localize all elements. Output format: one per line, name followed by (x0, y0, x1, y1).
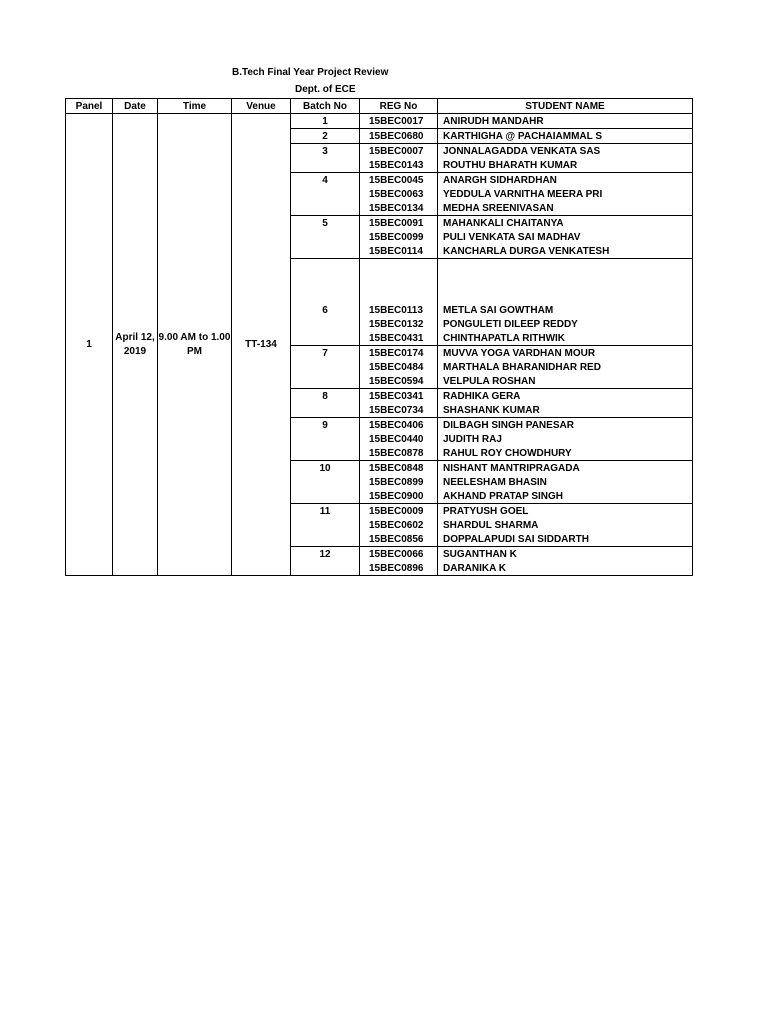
reg-no-cell: 15BEC0602 (360, 518, 438, 532)
batch-no-cell: 4 (291, 173, 360, 188)
student-name-cell: DILBAGH SINGH PANESAR (438, 418, 693, 433)
reg-no-cell: 15BEC0900 (360, 489, 438, 504)
reg-no-cell: 15BEC0680 (360, 129, 438, 144)
student-name-cell: SHASHANK KUMAR (438, 403, 693, 418)
document-title: B.Tech Final Year Project Review (232, 67, 389, 78)
header-venue: Venue (232, 99, 291, 114)
batch-no-cell (291, 331, 360, 346)
student-name-cell: VELPULA ROSHAN (438, 374, 693, 389)
student-name-cell: MUVVA YOGA VARDHAN MOUR (438, 346, 693, 361)
reg-no-cell: 15BEC0406 (360, 418, 438, 433)
reg-no-cell: 15BEC0063 (360, 187, 438, 201)
batch-no-cell (291, 374, 360, 389)
reg-no-cell: 15BEC0341 (360, 389, 438, 404)
reg-no-cell: 15BEC0856 (360, 532, 438, 547)
student-name-cell: MAHANKALI CHAITANYA (438, 216, 693, 231)
student-name-cell: CHINTHAPATLA RITHWIK (438, 331, 693, 346)
reg-no-cell: 15BEC0848 (360, 461, 438, 476)
reg-no-cell: 15BEC0114 (360, 244, 438, 259)
batch-no-cell (291, 446, 360, 461)
header-date: Date (113, 99, 158, 114)
student-name-cell: MARTHALA BHARANIDHAR RED (438, 360, 693, 374)
header-reg-no: REG No (360, 99, 438, 114)
student-name-cell: JONNALAGADDA VENKATA SAS (438, 144, 693, 159)
batch-no-cell (291, 187, 360, 201)
batch-no-cell (291, 244, 360, 259)
student-name-cell: ANIRUDH MANDAHR (438, 114, 693, 129)
batch-no-cell (291, 532, 360, 547)
header-time: Time (158, 99, 232, 114)
panel-cell: 1 (66, 114, 113, 576)
batch-no-cell (291, 475, 360, 489)
date-cell: April 12, 2019 (113, 114, 158, 576)
batch-no-cell: 11 (291, 504, 360, 519)
reg-no-cell: 15BEC0899 (360, 475, 438, 489)
reg-no-cell: 15BEC0045 (360, 173, 438, 188)
reg-no-cell: 15BEC0091 (360, 216, 438, 231)
batch-no-cell (291, 432, 360, 446)
student-name-cell: SUGANTHAN K (438, 547, 693, 562)
batch-no-cell: 1 (291, 114, 360, 129)
batch-no-cell (291, 561, 360, 576)
table-body (66, 114, 693, 576)
batch-no-cell: 2 (291, 129, 360, 144)
review-schedule-table (65, 98, 693, 576)
student-name-cell: KARTHIGHA @ PACHAIAMMAL S (438, 129, 693, 144)
student-name-cell: NEELESHAM BHASIN (438, 475, 693, 489)
batch-no-cell (291, 230, 360, 244)
batch-no-cell: 8 (291, 389, 360, 404)
header-batch-no: Batch No (291, 99, 360, 114)
reg-no-cell: 15BEC0734 (360, 403, 438, 418)
student-name-cell: DARANIKA K (438, 561, 693, 576)
student-name-cell: PULI VENKATA SAI MADHAV (438, 230, 693, 244)
student-name-cell: NISHANT MANTRIPRAGADA (438, 461, 693, 476)
student-name-cell: JUDITH RAJ (438, 432, 693, 446)
reg-no-cell: 15BEC0134 (360, 201, 438, 216)
batch-no-cell (291, 518, 360, 532)
batch-no-cell (291, 403, 360, 418)
student-name-cell: METLA SAI GOWTHAM (438, 259, 693, 318)
venue-cell: TT-134 (232, 114, 291, 576)
reg-no-cell: 15BEC0009 (360, 504, 438, 519)
reg-no-cell: 15BEC0143 (360, 158, 438, 173)
student-name-cell: ROUTHU BHARATH KUMAR (438, 158, 693, 173)
student-name-cell: RAHUL ROY CHOWDHURY (438, 446, 693, 461)
reg-no-cell: 15BEC0017 (360, 114, 438, 129)
batch-no-cell (291, 158, 360, 173)
batch-no-cell: 7 (291, 346, 360, 361)
student-name-cell: KANCHARLA DURGA VENKATESH (438, 244, 693, 259)
student-name-cell: MEDHA SREENIVASAN (438, 201, 693, 216)
batch-no-cell (291, 201, 360, 216)
batch-no-cell (291, 360, 360, 374)
batch-no-cell: 12 (291, 547, 360, 562)
reg-no-cell: 15BEC0066 (360, 547, 438, 562)
reg-no-cell: 15BEC0878 (360, 446, 438, 461)
reg-no-cell: 15BEC0896 (360, 561, 438, 576)
batch-no-cell: 9 (291, 418, 360, 433)
header-panel: Panel (66, 99, 113, 114)
table-header-row (66, 99, 693, 114)
reg-no-cell: 15BEC0594 (360, 374, 438, 389)
time-cell: 9.00 AM to 1.00 PM (158, 114, 232, 576)
batch-no-cell: 6 (291, 259, 360, 318)
reg-no-cell: 15BEC0113 (360, 259, 438, 318)
student-name-cell: YEDDULA VARNITHA MEERA PRI (438, 187, 693, 201)
student-name-cell: ANARGH SIDHARDHAN (438, 173, 693, 188)
student-name-cell: AKHAND PRATAP SINGH (438, 489, 693, 504)
batch-no-cell: 10 (291, 461, 360, 476)
student-name-cell: RADHIKA GERA (438, 389, 693, 404)
student-name-cell: PRATYUSH GOEL (438, 504, 693, 519)
student-name-cell: PONGULETI DILEEP REDDY (438, 317, 693, 331)
reg-no-cell: 15BEC0484 (360, 360, 438, 374)
student-name-cell: SHARDUL SHARMA (438, 518, 693, 532)
header-student-name: STUDENT NAME (438, 99, 693, 114)
student-name-cell: DOPPALAPUDI SAI SIDDARTH (438, 532, 693, 547)
batch-no-cell (291, 489, 360, 504)
reg-no-cell: 15BEC0132 (360, 317, 438, 331)
reg-no-cell: 15BEC0174 (360, 346, 438, 361)
reg-no-cell: 15BEC0099 (360, 230, 438, 244)
batch-no-cell: 3 (291, 144, 360, 159)
batch-no-cell: 5 (291, 216, 360, 231)
table-row (66, 114, 693, 129)
batch-no-cell (291, 317, 360, 331)
department-label: Dept. of ECE (295, 84, 356, 95)
reg-no-cell: 15BEC0007 (360, 144, 438, 159)
reg-no-cell: 15BEC0440 (360, 432, 438, 446)
reg-no-cell: 15BEC0431 (360, 331, 438, 346)
